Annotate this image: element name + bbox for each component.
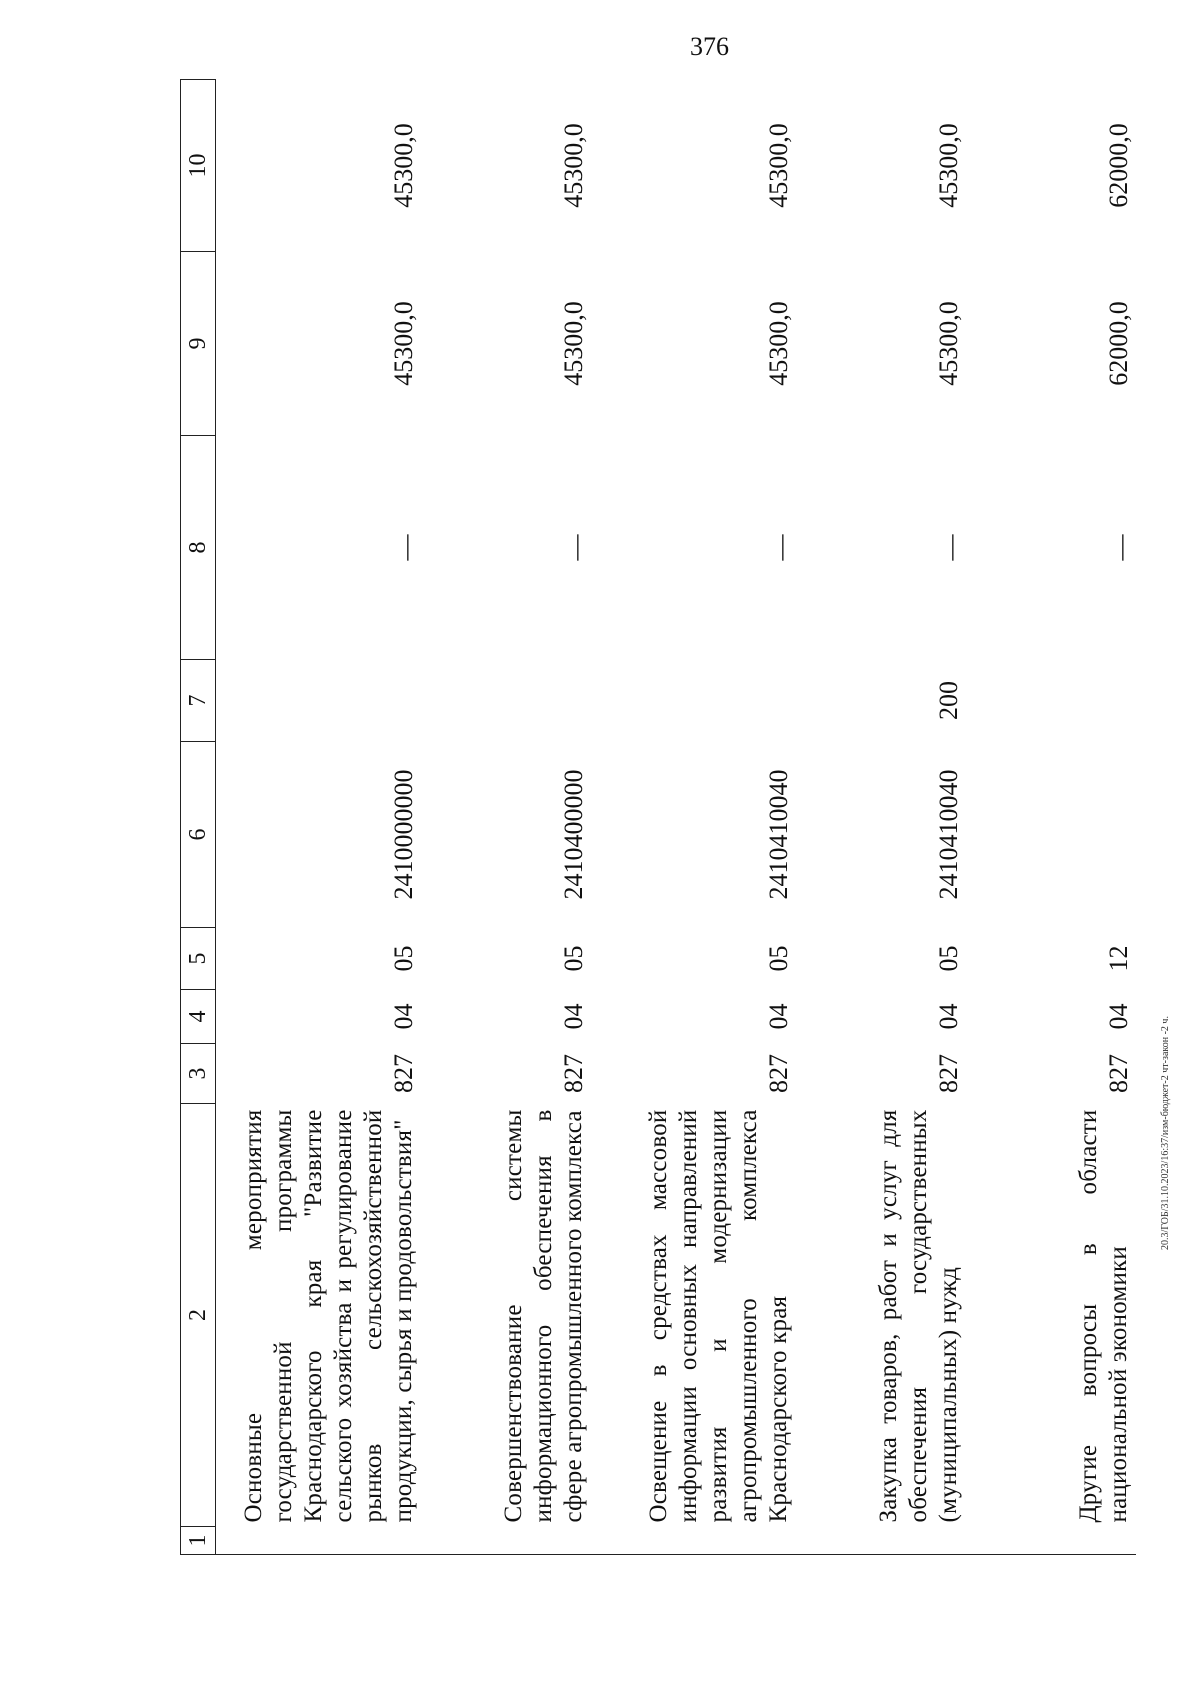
cell-col4: 04 (559, 1003, 588, 1030)
cell-col9: 45300,0 (764, 301, 793, 386)
column-header: 8 (181, 436, 216, 660)
row-description: Освещение в средствах массовой информации основных направлений развития и модернизации агропромышленного комплекса Краснодарского края (645, 1109, 792, 1523)
cell-col7 (591, 660, 796, 742)
cell-col6: 2410000000 (389, 769, 418, 900)
cell-col1 (216, 1527, 422, 1555)
cell-col7 (966, 660, 1136, 742)
cell-col5: 12 (1104, 945, 1133, 972)
document-footer-code: 20.3/ГОБ/31.10.2023/16:37/изм-бюджет-2 чт-закон -2 ч. (1160, 1016, 1171, 1250)
cell-col3: 827 (934, 1054, 963, 1093)
column-header: 1 (181, 1527, 216, 1555)
cell-col3: 827 (389, 1054, 418, 1093)
row-description: Основные мероприятия государственной программы Краснодарского края "Развитие сельского хозяйства и регулирование рынков сельскохозяйственной продукции, сырья и продовольствия" (240, 1109, 417, 1523)
cell-col7: 200 (934, 681, 963, 720)
cell-col3: 827 (559, 1054, 588, 1093)
cell-col1 (796, 1527, 966, 1555)
header-row (181, 80, 216, 1555)
row-description: Закупка товаров, работ и услуг для обеспечения государственных (муниципальных) нужд (875, 1109, 962, 1523)
cell-col8: — (766, 534, 795, 561)
column-header: 9 (181, 252, 216, 436)
column-header: 10 (181, 80, 216, 252)
cell-col6: 2410400000 (559, 769, 588, 900)
cell-col10: 45300,0 (389, 123, 418, 208)
table-row (591, 80, 796, 1555)
row-description: Совершенствование системы информационного обеспечения в сфере агропромышленного комплекса (500, 1109, 587, 1523)
cell-col4: 04 (934, 1003, 963, 1030)
cell-col9: 45300,0 (559, 301, 588, 386)
cell-col1 (591, 1527, 796, 1555)
cell-col5: 05 (389, 945, 418, 972)
cell-col8: — (391, 534, 420, 561)
table-row (421, 80, 591, 1555)
cell-col8: — (561, 534, 590, 561)
column-header: 7 (181, 660, 216, 742)
table-row (966, 80, 1136, 1555)
cell-col8: — (936, 534, 965, 561)
cell-col7 (216, 660, 422, 742)
cell-col5: 05 (764, 945, 793, 972)
row-description: Другие вопросы в области национальной экономики (1075, 1109, 1132, 1523)
cell-col4: 04 (1104, 1003, 1133, 1030)
cell-col1 (966, 1527, 1136, 1555)
cell-col7 (421, 660, 591, 742)
cell-col4: 04 (764, 1003, 793, 1030)
cell-col10: 45300,0 (764, 123, 793, 208)
table-row (216, 80, 422, 1555)
cell-col3: 827 (1104, 1054, 1133, 1093)
cell-col5: 05 (934, 945, 963, 972)
cell-col10: 62000,0 (1104, 123, 1133, 208)
cell-col6: 2410410040 (764, 769, 793, 900)
page-number: 376 (690, 32, 729, 61)
column-header: 5 (181, 928, 216, 990)
cell-col4: 04 (389, 1003, 418, 1030)
rotated-table-area (180, 80, 1135, 1555)
cell-col6: 2410410040 (934, 769, 963, 900)
column-header: 4 (181, 990, 216, 1044)
column-header: 3 (181, 1044, 216, 1104)
cell-col3: 827 (764, 1054, 793, 1093)
table-row (796, 80, 966, 1555)
cell-col10: 45300,0 (559, 123, 588, 208)
cell-col5: 05 (559, 945, 588, 972)
column-header: 2 (181, 1104, 216, 1527)
cell-col6 (966, 742, 1136, 928)
budget-table (180, 79, 1136, 1555)
cell-col1 (421, 1527, 591, 1555)
cell-col8: — (1106, 534, 1135, 561)
column-header: 6 (181, 742, 216, 928)
cell-col9: 62000,0 (1104, 301, 1133, 386)
cell-col10: 45300,0 (934, 123, 963, 208)
cell-col9: 45300,0 (389, 301, 418, 386)
cell-col9: 45300,0 (934, 301, 963, 386)
